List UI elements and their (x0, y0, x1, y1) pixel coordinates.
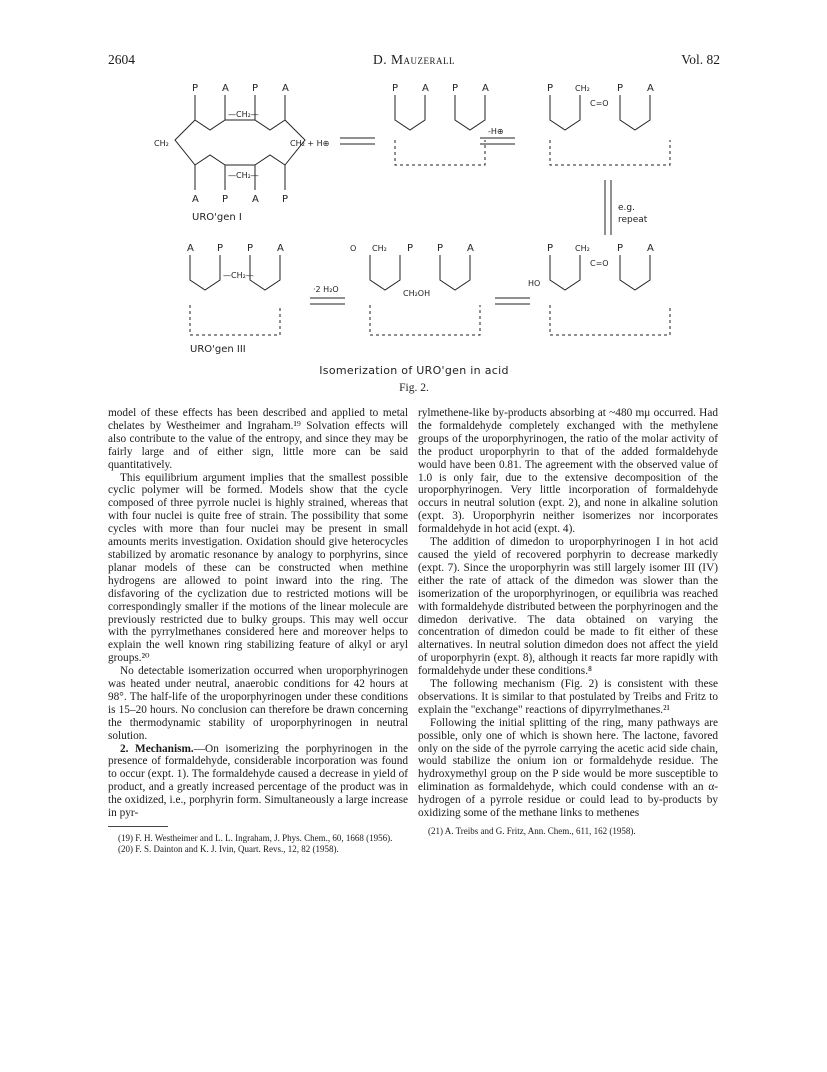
paragraph: rylmethene-like by-products absorbing at ~480 mμ occurred. Had the formaldehyde completely exchanged with the methylene groups of the uroporphyrinogen, the ratio of the molar activity of the product uroporphyrin to that of the added formaldehyde would have been 0.81. The agreement with the observed value of 1.0 is only fair, due to the extensive decomposition of the uroporphyrinogen. Very little incorporation of formaldehyde occurs in neutral solution (expt. 2), and none in alkaline solution (expt. 3). Uroporphyrin neither isomerizes nor incorporates formaldehyde in hot acid (expt. 4). (418, 407, 718, 536)
paragraph: model of these effects has been described and applied to metal chelates by Westheimer and Ingraham.¹⁹ Solvation effects will also contribute to the value of the entropy, and since they may be fairly large and of either sign, little more can be said quantitatively. (108, 407, 408, 471)
reaction-scheme (150, 80, 710, 380)
paragraph: The following mechanism (Fig. 2) is consistent with these observations. It is similar to that postulated by Treibs and Fritz to explain the "exchange" reactions of dipyrrylmethanes.²¹ (418, 678, 718, 716)
section-heading: 2. Mechanism. (120, 742, 194, 755)
label-A: A (222, 83, 229, 94)
label-A: A (192, 194, 199, 205)
label-P: P (617, 243, 624, 254)
uro-gen-III-label: URO'gen III (190, 344, 246, 355)
label-P: P (617, 83, 624, 94)
label-methylene: CH₂ (575, 244, 590, 253)
label-P: P (192, 83, 199, 94)
label-A: A (252, 194, 259, 205)
label-methylene-plus-proton: CH₂ + H⊕ (290, 139, 330, 148)
label-methylene: —CH₂— (228, 171, 259, 180)
left-column (108, 407, 408, 855)
label-hydroxyl: HO (528, 279, 541, 288)
label-P: P (247, 243, 254, 254)
label-A: A (482, 83, 489, 94)
label-P: P (222, 194, 229, 205)
label-hydroxymethyl: CH₂OH (403, 289, 431, 298)
label-eg: e.g. (618, 203, 635, 213)
volume-number: Vol. 82 (681, 52, 720, 67)
label-A: A (467, 243, 474, 254)
label-P: P (217, 243, 224, 254)
paragraph: This equilibrium argument implies that the smallest possible cyclic polymer will be formed. Models show that the cycle composed of three pyrrole nuclei is highly strained, whereas that with four nuclei is quite free of strain. The possibility that some cycles with more than four nuclei may be present in small amounts merits investigation. Oxidation should give heterocycles stabilized by aromatic resonance by analogy to porphyrins, since planar models of these can be constructed when methine hydrogens are allowed to point inward into the ring. The disfavoring of the cyclization due to restricted motions will be correspondingly smaller if the motions of the linear molecule are previously restricted due to bulky groups. This may well occur with the pyrrylmethanes considered here and moreover helps to explain the well known ring stabilizing feature of alkyl or aryl groups.²⁰ (108, 471, 408, 665)
label-A: A (277, 243, 284, 254)
paragraph-mechanism (108, 743, 408, 820)
uro-gen-I-label: URO'gen I (192, 212, 242, 223)
label-methylene: CH₂ (154, 139, 169, 148)
label-P: P (437, 243, 444, 254)
label-A: A (647, 83, 654, 94)
label-P: P (392, 83, 399, 94)
label-P: P (547, 243, 554, 254)
label-oxygen: O (350, 244, 357, 253)
label-methylene: CH₂ (372, 244, 387, 253)
label-methylene: —CH₂— (228, 110, 259, 119)
label-A: A (187, 243, 194, 254)
label-P: P (282, 194, 289, 205)
label-two-water: ·2 H₂O (313, 285, 339, 294)
label-carbonyl: C=O (590, 259, 609, 268)
label-P: P (252, 83, 259, 94)
label-methylene: CH₂ (575, 84, 590, 93)
page-number: 2604 (108, 52, 135, 67)
right-column (418, 407, 718, 837)
figure-label: Fig. 2. (399, 382, 429, 394)
paragraph: No detectable isomerization occurred when uroporphyrinogen was heated under neutral, anaerobic conditions for 42 hours at 98°. The half-life of the uroporphyrinogen under these conditions is 15–20 hours. No conclusion can therefore be drawn concerning the thermodynamic stability of uroporphyrinogen in neutral solution. (108, 665, 408, 742)
label-methylene: —CH₂— (223, 271, 254, 280)
paragraph: Following the initial splitting of the ring, many pathways are possible, only one of which is shown here. The lactone, favored only on the side of the pyrrole carrying the acetic acid side chain, would stabilize the onium ion or formaldehyde residue. The hydroxymethyl group on the P side would be more susceptible to elimination as formaldehyde, which could condense with an α-hydrogen of a pyrrole residue or could lead to by-products by oxidizing some of the methane links to methenes (418, 716, 718, 820)
running-header (108, 52, 720, 70)
label-A: A (647, 243, 654, 254)
label-carbonyl: C=O (590, 99, 609, 108)
figure-2-mechanism (150, 80, 710, 380)
label-A: A (422, 83, 429, 94)
paragraph: The addition of dimedon to uroporphyrinogen I in hot acid caused the yield of recovered porphyrin to decrease markedly (expt. 7). Since the uroporphyrin was still largely isomer III (IV) either the rate of attack of the dimedon was slower than the isomerization of the uroporphyrinogen, or equilibria was reached with formaldehyde distributed between the porphyrinogen and the dimedon derivative. The data obtained on varying the concentration of dimedon could be made to fit either of these alternatives. In neutral solution dimedon does not affect the yield of uroporphyrin (expt. 8), although it reacts far more rapidly with formaldehyde under these conditions.⁸ (418, 536, 718, 678)
label-minus-proton: -H⊕ (488, 127, 504, 136)
label-P: P (452, 83, 459, 94)
label-repeat: repeat (618, 215, 648, 225)
footnote: (20) F. S. Dainton and K. J. Ivin, Quart. Revs., 12, 82 (1958). (118, 843, 339, 854)
mechanism-text: —On isomerizing the porphyrinogen in the presence of formaldehyde, considerable incorporation was found to occur (expt. 1). The formaldehyde caused a decrease in yield of product, and a greatly increased percentage of the product was in the oxidized, i.e., porphyrin form. Simultaneously a large increase in pyr- (108, 742, 408, 820)
footnote-rule (108, 826, 168, 827)
label-A: A (282, 83, 289, 94)
label-P: P (407, 243, 414, 254)
footnote: (21) A. Treibs and G. Fritz, Ann. Chem., 611, 162 (1958). (428, 826, 636, 836)
footnote: (19) F. H. Westheimer and L. L. Ingraham, J. Phys. Chem., 60, 1668 (1956). (118, 833, 393, 843)
running-author: D. Mauzerall (373, 52, 455, 67)
footnotes (108, 833, 408, 855)
label-P: P (547, 83, 554, 94)
footnotes (418, 826, 718, 837)
figure-title: Isomerization of URO'gen in acid (319, 364, 509, 377)
